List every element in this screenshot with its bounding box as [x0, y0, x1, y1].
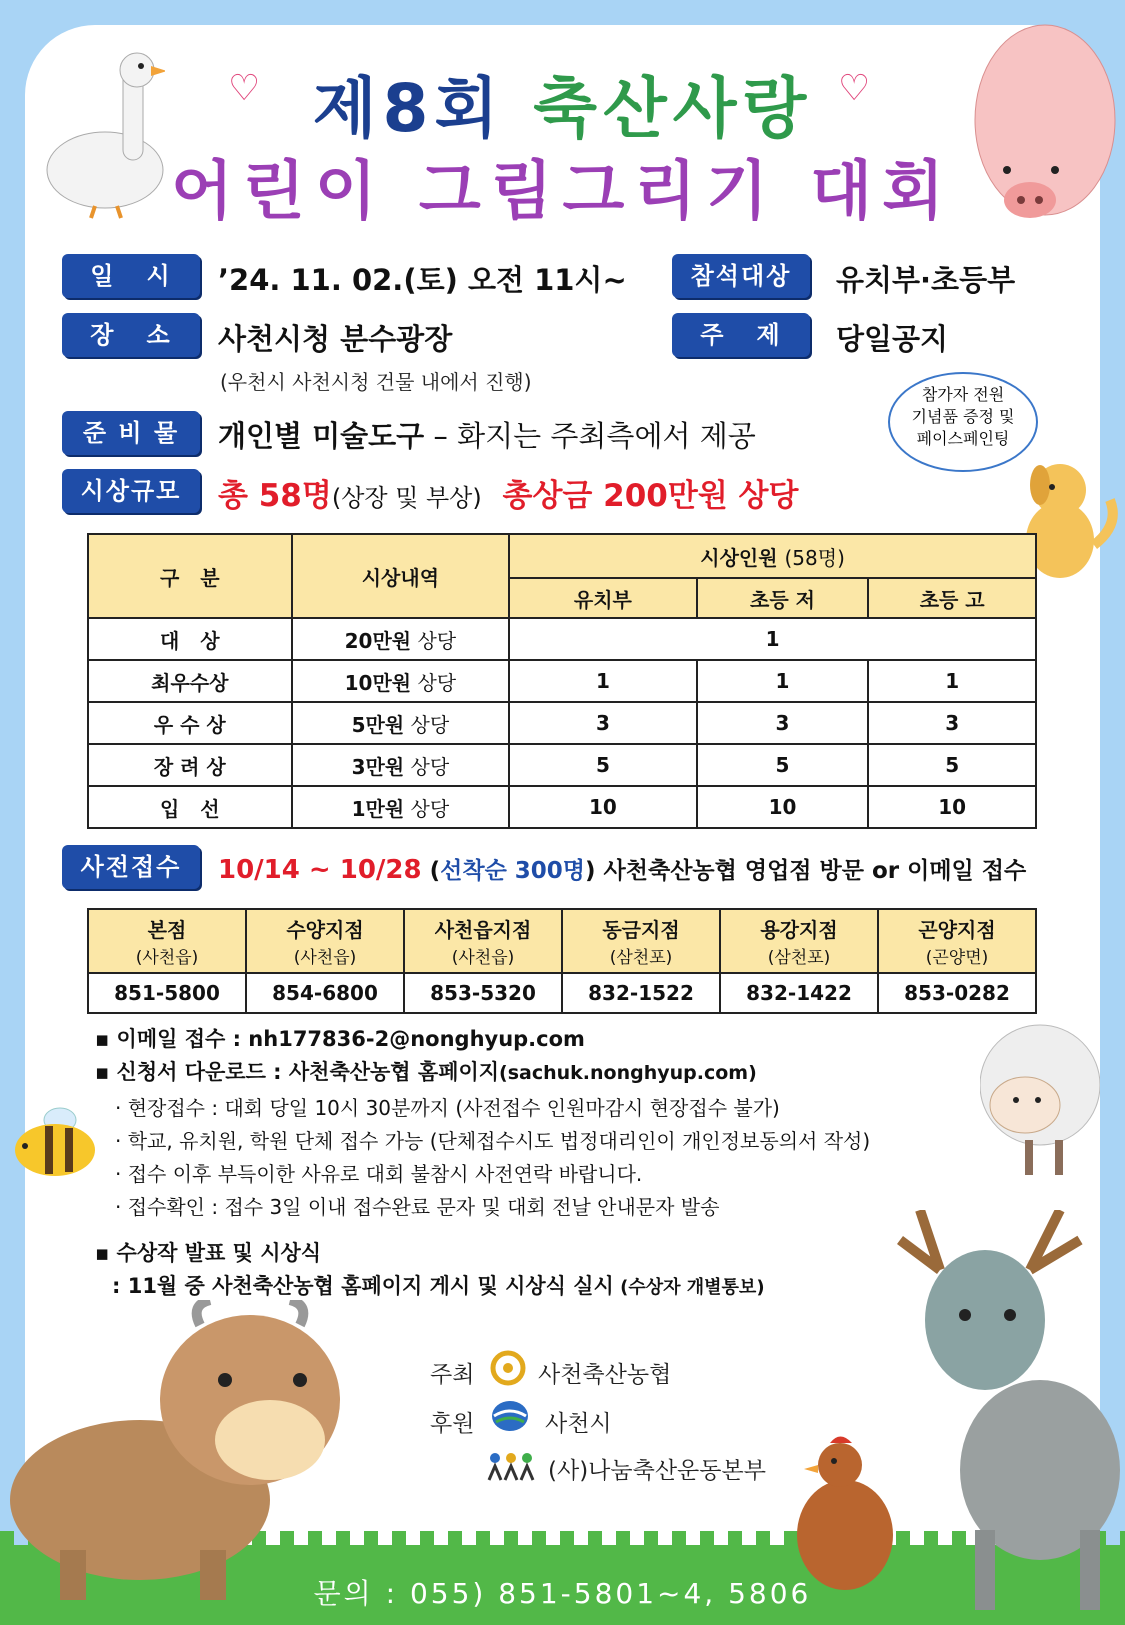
gift-speech-bubble: 참가자 전원 기념품 증정 및 페이스페인팅 — [888, 372, 1038, 472]
branch-phone: 853-5320 — [404, 973, 562, 1013]
cow-illustration — [0, 1300, 360, 1600]
support-label: 후원 — [430, 1411, 475, 1437]
registration-label: 사전접수 — [62, 845, 200, 889]
place-note: (우천시 사천시청 건물 내에서 진행) — [220, 370, 532, 394]
poster-title-line1: 제8회 축산사랑 — [312, 70, 813, 147]
registration-info: 10/14 ~ 10/28 (선착순 300명) 사천축산농협 영업점 방문 or 이메일 접수 — [218, 855, 1027, 885]
branch-header: 사천읍지점 (사천읍) — [404, 909, 562, 973]
theme-label: 주 제 — [672, 313, 810, 357]
host-label: 주최 — [430, 1362, 475, 1388]
list-item: · 접수 이후 부득이한 사유로 대회 불참시 사전연락 바랍니다. — [115, 1162, 643, 1186]
branch-header: 용강지점 (삼천포) — [720, 909, 878, 973]
header-detail: 시상내역 — [292, 534, 510, 618]
sacheon-logo-icon — [490, 1398, 530, 1434]
prep-label: 준 비 물 — [62, 411, 200, 455]
target-label: 참석대상 — [672, 254, 810, 298]
prep-value: 개인별 미술도구 – 화지는 주최측에서 제공 — [218, 419, 756, 453]
heart-icon: ♡ — [228, 68, 261, 109]
award-table — [87, 533, 1037, 829]
nh-logo-icon — [490, 1350, 526, 1386]
download-note: ▪ 신청서 다운로드 : 사천축산농협 홈페이지(sachuk.nonghyup.com) — [95, 1060, 757, 1084]
table-row: 장 려 상 3만원 상당 5 5 5 — [88, 744, 1036, 786]
branch-header: 본점 (사천읍) — [88, 909, 246, 973]
branch-header: 수양지점 (사천읍) — [246, 909, 404, 973]
target-value: 유치부·초등부 — [836, 263, 1016, 297]
branch-table — [87, 908, 1037, 1014]
branch-phone: 832-1422 — [720, 973, 878, 1013]
host-name: 사천축산농협 — [538, 1362, 672, 1388]
place-value: 사천시청 분수광장 — [218, 322, 453, 356]
place-label: 장 소 — [62, 313, 200, 357]
theme-value: 당일공지 — [836, 322, 949, 356]
branch-phone: 851-5800 — [88, 973, 246, 1013]
deer-illustration — [880, 1210, 1125, 1610]
branch-phone: 854-6800 — [246, 973, 404, 1013]
sheep-illustration — [980, 1015, 1100, 1185]
branch-header: 동금지점 (삼천포) — [562, 909, 720, 973]
heart-icon: ♡ — [838, 68, 871, 109]
branch-phone: 832-1522 — [562, 973, 720, 1013]
bee-illustration — [10, 1100, 100, 1180]
branch-phone: 853-0282 — [878, 973, 1036, 1013]
table-row: 입 선 1만원 상당 10 10 10 — [88, 786, 1036, 828]
date-label: 일 시 — [62, 254, 200, 298]
award-label: 시상규모 — [62, 469, 200, 513]
result-title: ▪ 수상작 발표 및 시상식 — [95, 1241, 322, 1265]
sharing-logo-icon — [485, 1448, 540, 1484]
award-value: 총 58명(상장 및 부상) 총상금 200만원 상당 — [218, 478, 799, 514]
contact-footer: 문의 : 055) 851-5801~4, 5806 — [313, 1577, 812, 1610]
date-value: ’24. 11. 02.(토) 오전 11시~ — [218, 263, 627, 297]
table-row: 최우수상 10만원 상당 1 1 1 — [88, 660, 1036, 702]
table-row: 대 상 20만원 상당 1 — [88, 618, 1036, 660]
header-kinder: 유치부 — [509, 578, 697, 618]
table-row: 우 수 상 5만원 상당 3 3 3 — [88, 702, 1036, 744]
header-people: 시상인원 (58명) — [509, 534, 1036, 578]
branch-header: 곤양지점 (곤양면) — [878, 909, 1036, 973]
list-item: · 접수확인 : 접수 3일 이내 접수완료 문자 및 대회 전날 안내문자 발송 — [115, 1195, 720, 1219]
header-category: 구 분 — [88, 534, 292, 618]
header-elem-low: 초등 저 — [697, 578, 869, 618]
list-item: · 현장접수 : 대회 당일 10시 30분까지 (사전접수 인원마감시 현장접수 불가) — [115, 1096, 780, 1120]
support-sharing: (사)나눔축산운동본부 — [548, 1458, 766, 1484]
header-elem-high: 초등 고 — [868, 578, 1036, 618]
support-sacheon: 사천시 — [545, 1411, 612, 1437]
table-row — [88, 973, 1036, 1013]
result-body: : 11월 중 사천축산농협 홈페이지 게시 및 시상식 실시 (수상자 개별통보) — [112, 1274, 765, 1298]
list-item: · 학교, 유치원, 학원 단체 접수 가능 (단체접수시도 법정대리인이 개인정보동의서 작성) — [115, 1129, 871, 1153]
poster-title-line2: 어린이 그림그리기 대회 — [171, 155, 954, 229]
email-note: ▪ 이메일 접수 : nh177836-2@nonghyup.com — [95, 1027, 585, 1051]
